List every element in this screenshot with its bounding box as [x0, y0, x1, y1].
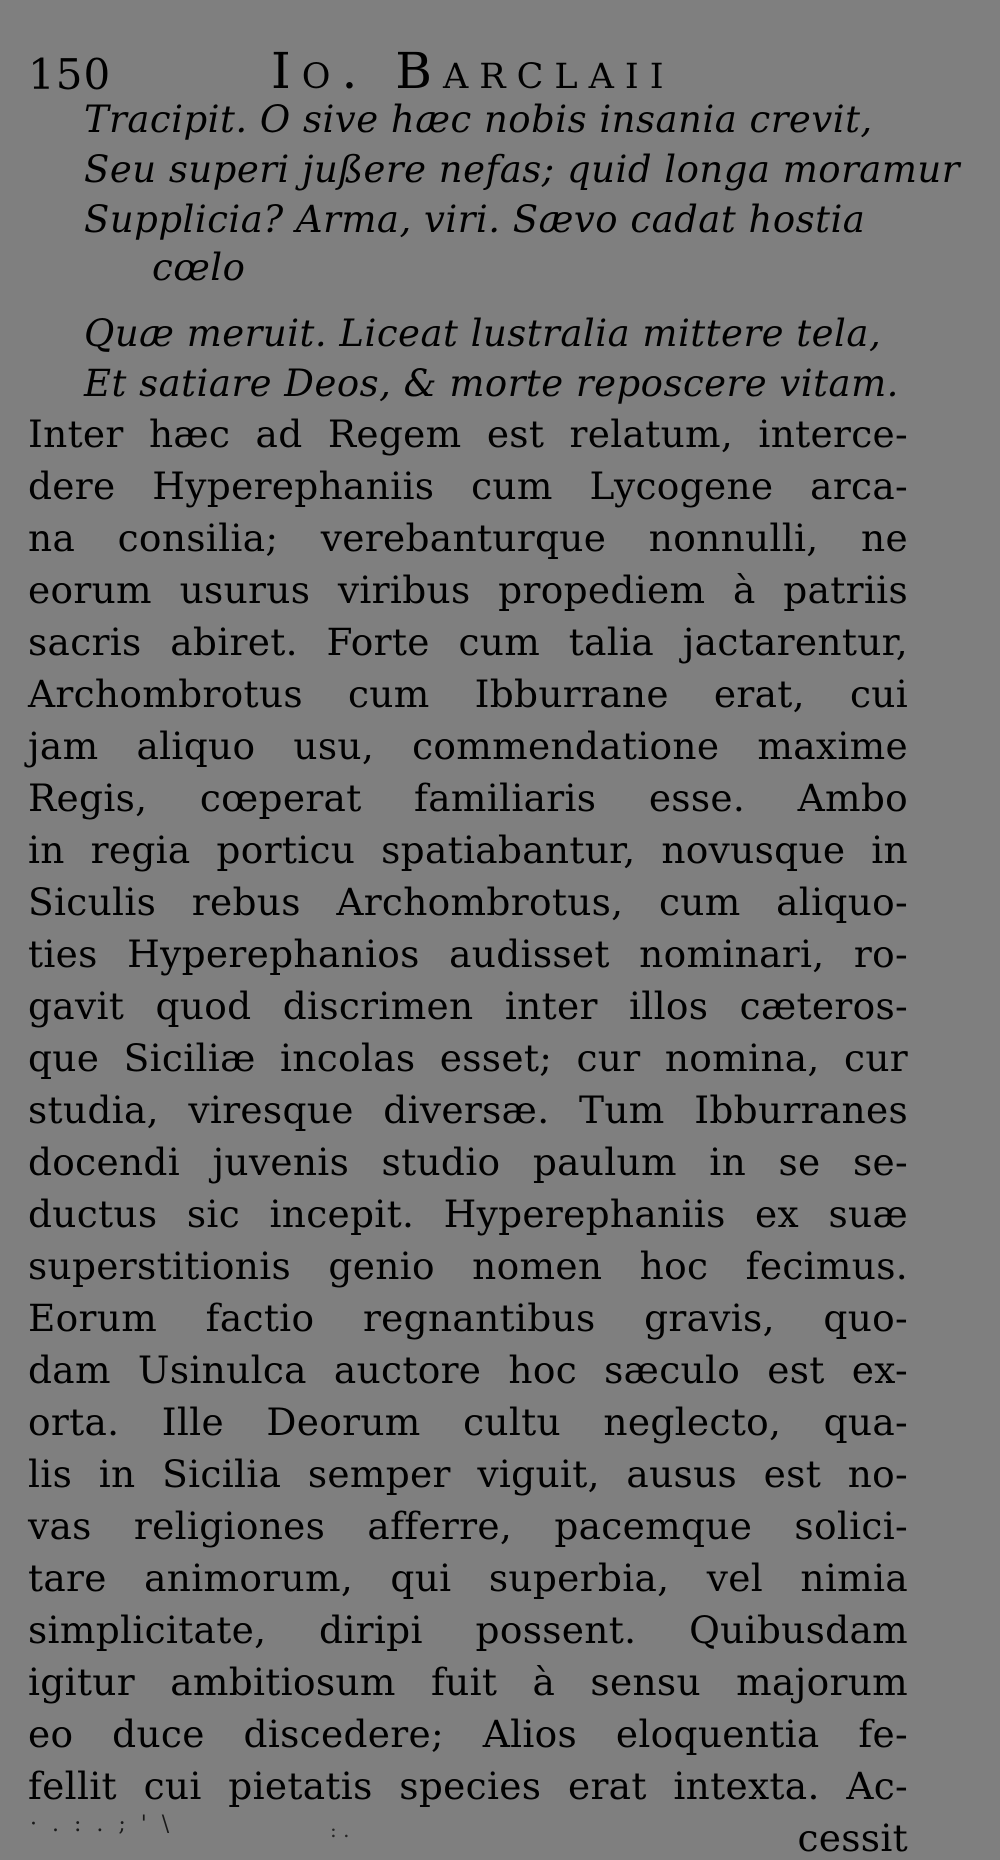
verse-line: cœlo	[152, 246, 246, 289]
verse-line: Seu superi jußere nefas; quid longa moramur	[84, 148, 960, 191]
prose-line: jam aliquo usu, commendatione maxime	[28, 724, 908, 768]
prose-line: ductus sic incepit. Hyperephaniis ex suæ	[28, 1192, 908, 1236]
page-header	[28, 38, 968, 98]
prose-line: eo duce discedere; Alios eloquentia fe-	[28, 1712, 908, 1756]
scan-speckle: : .	[330, 1818, 350, 1842]
page-number: 150	[28, 50, 112, 99]
prose-line: gavit quod discrimen inter illos cæteros-	[28, 984, 908, 1028]
prose-line: vas religiones afferre, pacemque solici-	[28, 1504, 908, 1548]
prose-line: studia, viresque diversæ. Tum Ibburranes	[28, 1088, 908, 1132]
prose-line: eorum usurus viribus propediem à patriis	[28, 568, 908, 612]
scan-speckle: · . : . ; ' \	[30, 1812, 174, 1837]
prose-line: Siculis rebus Archombrotus, cum aliquo-	[28, 880, 908, 924]
prose-line: Regis, cœperat familiaris esse. Ambo	[28, 776, 908, 820]
verse-line: Et satiare Deos, & morte reposcere vitam.	[84, 362, 899, 405]
running-title: Io. Barclaii	[271, 42, 675, 100]
prose-line: superstitionis genio nomen hoc fecimus.	[28, 1244, 908, 1288]
prose-line: Inter hæc ad Regem est relatum, interce-	[28, 412, 908, 456]
prose-line: in regia porticu spatiabantur, novusque in	[28, 828, 908, 872]
prose-line: dam Usinulca auctore hoc sæculo est ex-	[28, 1348, 908, 1392]
prose-line: na consilia; verebanturque nonnulli, ne	[28, 516, 908, 560]
prose-line: dere Hyperephaniis cum Lycogene arca-	[28, 464, 908, 508]
prose-line: tare animorum, qui superbia, vel nimia	[28, 1556, 908, 1600]
verse-line: Tracipit. O sive hæc nobis insania crevit,	[84, 98, 873, 141]
prose-line: ties Hyperephanios audisset nominari, ro-	[28, 932, 908, 976]
verse-line: Quæ meruit. Liceat lustralia mittere tela,	[84, 312, 882, 355]
prose-line: igitur ambitiosum fuit à sensu majorum	[28, 1660, 908, 1704]
prose-line: simplicitate, diripi possent. Quibusdam	[28, 1608, 908, 1652]
prose-line: orta. Ille Deorum cultu neglecto, qua-	[28, 1400, 908, 1444]
prose-line: Eorum factio regnantibus gravis, quo-	[28, 1296, 908, 1340]
verse-line: Supplicia? Arma, viri. Sævo cadat hostia	[84, 198, 866, 241]
prose-line: sacris abiret. Forte cum talia jactarentur,	[28, 620, 908, 664]
prose-line: lis in Sicilia semper viguit, ausus est no-	[28, 1452, 908, 1496]
prose-line: Archombrotus cum Ibburrane erat, cui	[28, 672, 908, 716]
prose-line: que Siciliæ incolas esset; cur nomina, cur	[28, 1036, 908, 1080]
prose-line: docendi juvenis studio paulum in se se-	[28, 1140, 908, 1184]
catchword: cessit	[797, 1816, 908, 1860]
prose-line: fellit cui pietatis species erat intexta. Ac-	[28, 1764, 908, 1808]
